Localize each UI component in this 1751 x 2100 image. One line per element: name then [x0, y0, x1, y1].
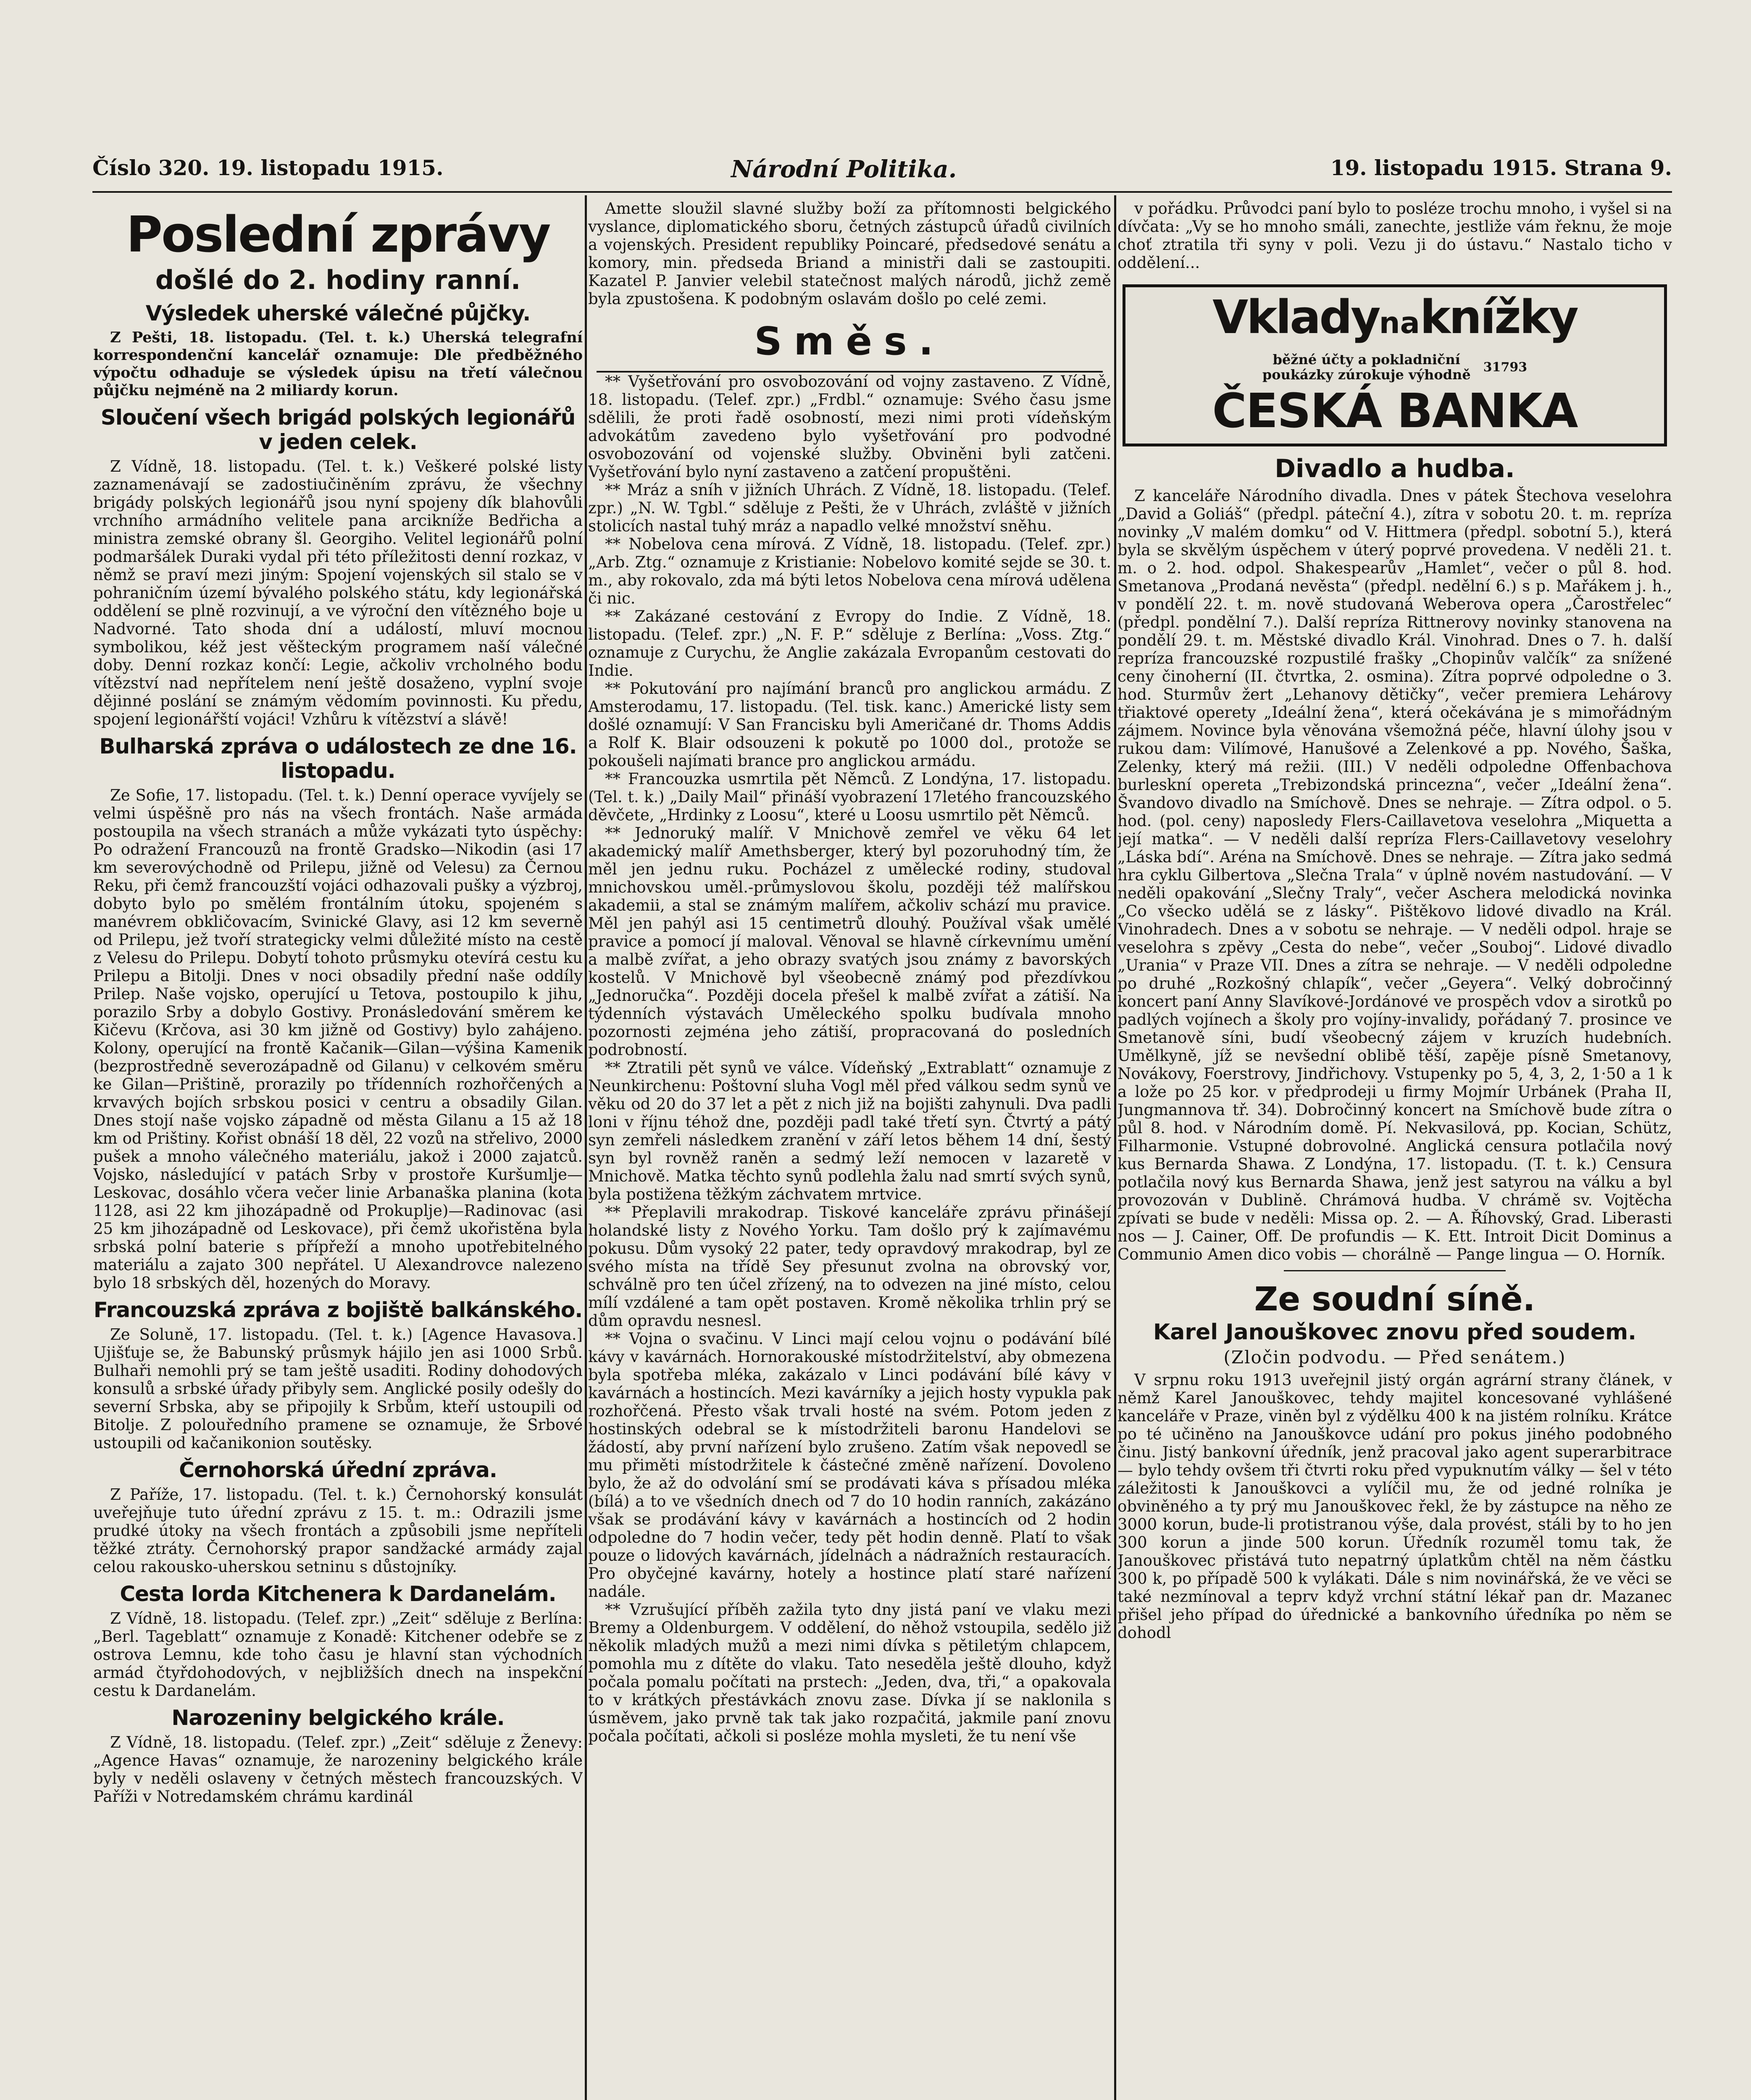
section-title-smes: Směs.: [754, 319, 945, 364]
article-title-belgie: Narozeniny belgického krále.: [171, 1706, 505, 1730]
ad-headline: Vkladynaknížky: [1212, 290, 1577, 344]
article-title-kitchener: Cesta lorda Kitchenera k Dardanelám.: [120, 1582, 556, 1606]
issue-number: Číslo 320. 19. listopadu 1915.: [92, 155, 444, 180]
column-right: [1117, 200, 1672, 2100]
section-title-divadlo: Divadlo a hudba.: [1275, 454, 1515, 483]
news-item: ** Zakázané cestování z Evropy do Indie. Z Vídně, 18. listopadu. (Telef. zpr.) „N. F. P.“ sděluje z Berlína: „Voss. Ztg.“ oznamuje z Curychu, že Anglie zakázala Evropanům cestovati do Indie.: [588, 607, 1111, 680]
court-article-subtitle: (Zločin podvodu. — Před senátem.): [1223, 1347, 1566, 1368]
news-item: ** Přeplavili mrakodrap. Tiskové kanceláře zprávu přinášejí holandské listy z Nového Yorku. Tam došlo prý k zajímavému pokusu. Dům vysoký 22 pater, tedy opravdový mrakodrap, byl ze svého místa na třídě Sey přesunut zvolna na obrovský vor, schválně pro ten účel zřízený, na to odvezen na jiné místo, celou mílí vzdálené a tam opět postaven. Kromě několika trhlin prý se dům opravdu nesnesl.: [588, 1203, 1111, 1330]
news-item: ** Mráz a sníh v jižních Uhrách. Z Vídně, 18. listopadu. (Telef. zpr.) „N. W. Tgbl.“ sděluje z Pešti, že v Uhrách, zvláště v jižních stolicích nastal tuhý mráz a napadlo velké množství sněhu.: [588, 481, 1111, 535]
page-date-number: 19. listopadu 1915. Strana 9.: [1330, 155, 1672, 180]
article-title-legie: Sloučení všech brigád polských legionářů v jeden celek.: [100, 405, 576, 454]
article-text-kitchener: Z Vídně, 18. listopadu. (Telef. zpr.) „Zeit“ sděluje z Berlína: „Berl. Tageblatt“ oznamuje z Konadě: Kitchener odebře se z ostrova Lemnu, kde toho času je hlavní stan východních armád čtyřdohodových, v nejbližších dnech na inspekční cestu k Dardanelám.: [93, 1609, 583, 1700]
news-item: ** Pokutování pro najímání branců pro anglickou armádu. Z Amsterodamu, 17. listopadu. (Tel. tisk. kanc.) Americké listy sem došlé oznamují: V San Francisku byli Američané dr. Thoms Addis a Rolf K. Blair odsouzeni k pokutě po 1000 dol., protože se pokoušeli najímati brance pro anglickou armádu.: [588, 680, 1111, 770]
news-item: ** Jednoruký malíř. V Mnichově zemřel ve věku 64 let akademický malíř Amethsberger, který byl pozoruhodný tím, že měl jen jednu ruku. Pocházel z umělecké rodiny, studoval mnichovskou uměl.-průmyslovou školu, později též malířskou akademii, a stal se známým malířem, ačkoliv schází mu pravice. Měl jen pahýl asi 15 centimetrů dlouhý. Používal však umělé pravice a pomocí jí maloval. Věnoval se hlavně církevnímu umění a malbě zvířat, a jeho obrazy svatých jsou známy z bavorských kostelů. V Mnichově byl všeobecně známý pod přezdívkou „Jednoručka“. Později docela přešel k malbě zvířat a zátiší. Na týdenních výstavách Uměleckého spolku budívala mnoho pozornosti zejména jeho zátiší, propracovaná do posledních podrobností.: [588, 824, 1111, 1059]
header-rule: [92, 191, 1672, 193]
news-item: ** Vzrušující příběh zažila tyto dny jistá paní ve vlaku mezi Bremy a Oldenburgem. V oddělení, do něhož vstoupila, sedělo již několik mladých mužů a mezi nimi dívka s pětiletým chlapcem, pomohla mu z dítěte do vlaku. Tato neseděla ještě dlouho, když počala pomalu počítati na prstech: „Jeden, dva, tři,“ a opakovala to v krátkých přestávkách znovu zase. Dívka jí se naklonila s úsměvem, jako prvně tak tak jako rozpačitá, jakmile paní znovu počala počítati, ačkoli si posléze mohla mysleti, že tu není vše: [588, 1601, 1111, 1745]
column-rule-1: [585, 195, 587, 2100]
news-item: ** Vojna o svačinu. V Linci mají celou vojnu o podávání bílé kávy v kavárnách. Hornorakouské místodržitelství, aby obmezena byla spotřeba mléka, zakázalo v Linci podávání bílé kávy v kavárnách a hostincích. Mezi kavárníky a jejich hosty vypukla pak rozhořčená. Přesto však trvali hosté na svém. Potom jeden z hostinských odebral se k místodržiteli baronu Handelovi se žádostí, aby první nařízení bylo zrušeno. Zatím však nepovedl se mu přiměti místodržitele k částečné změně nařízení. Dovoleno bylo, že až do odvolání smí se prodávati káva s přísadou mléka (bílá) a to ve všedních dnech od 7 do 10 hodin ranních, zakázáno však se prodávání kávy v kavárnách a hostincích od 2 hodin odpoledne do 7 hodin večer, tedy pět hodin denně. Platí to však pouze o lidových kavárnách, jídelnách a nádražních restauracích. Pro obyčejné kavárny, hotely a hostince platí staré nařízení nadále.: [588, 1330, 1111, 1601]
article-title-bulharsko: Bulharská zpráva o událostech ze dne 16. listopadu.: [99, 734, 577, 783]
news-item: ** Ztratili pět synů ve válce. Vídeňský „Extrablatt“ oznamuje z Neunkirchenu: Poštovní sluha Vogl měl před válkou sedm synů ve věku od 20 do 37 let a pět z nich již na bojišti zahynuli. Dva padli loni v říjnu téhož dne, později padl také třetí syn. Čtvrtý a pátý syn zemřeli následkem zranění v září letos během 14 dní, šestý syn byl rovněž raněn a sedmý leží nemocen v lazaretě v Mnichově. Matka těchto synů podlehla žalu nad smrtí svých synů, byla postižena těžkým záchvatem mrtvice.: [588, 1059, 1111, 1203]
column-rule-2: [1114, 195, 1116, 2100]
article-text-cernahora: Z Paříže, 17. listopadu. (Tel. t. k.) Černohorský konsulát uveřejňuje tuto úřední zprávu z 15. t. m.: Odrazili jsme prudké útoky na všech frontách a způsobili jsme nepříteli těžké ztráty. Černohorský prapor sandžacké armády zajal celou rakousko-uherskou setninu s důstojníky.: [93, 1486, 583, 1576]
article-title-pujcka: Výsledek uherské válečné půjčky.: [145, 301, 531, 326]
article-text-francie: Ze Soluně, 17. listopadu. (Tel. t. k.) [Agence Havasova.] Ujišťuje se, že Babunský průsmyk hájilo jen asi 1000 Srbů. Bulhaři nemohli prý se tam ještě usaditi. Rodiny dohodových konsulů a srbské úřady přibyly sem. Anglické posily odešly do severní Srbska, aby se připojily k Srbům, kteří ustoupili od Bitolje. Z polouředního pramene se oznamuje, že Srbové ustoupili od kačanikonion soutěsky.: [93, 1326, 583, 1452]
news-item: ** Vyšetřování pro osvobozování od vojny zastaveno. Z Vídně, 18. listopadu. (Telef. zpr.) „Frdbl.“ oznamuje: Svého času jsme sdělili, že proti řadě osobností, mezi nimi proti vídeňským advokátům zavedeno bylo vyšetřování pro podvodné osvobozování od vojenské služby. Obviněni byli zatčeni. Vyšetřování bylo nyní zastaveno a zatčení propuštěni.: [588, 373, 1111, 481]
article-text-belgie: Z Vídně, 18. listopadu. (Telef. zpr.) „Zeit“ sděluje z Ženevy: „Agence Havas“ oznamuje, že narozeniny belgického krále byly v neděli oslaveny v četných městech francouzských. V Paříži v Notredamském chrámu kardinál: [93, 1733, 583, 1806]
column-left: [93, 200, 583, 2100]
theatre-news-text: Z kanceláře Národního divadla. Dnes v pátek Štechova veselohra „David a Goliáš“ (předpl. páteční 4.), zítra v sobotu 20. t. m. repríza novinky „V malém domku“ od V. Hittmera (předpl. sobotní 5.), která byla se skvělým úspěchem v úterý poprvé provedena. V neděli 21. t. m. o 2. hod. odpol. Shakespearův „Hamlet“, večer o půl 8. hod. Smetanova „Prodaná nevěsta“ (předpl. nedělní 6.) s p. Mařákem j. h., v pondělí 22. t. m. nově studovaná Weberova opera „Čarostřelec“ (předpl. pondělní 7.). Další repríza Rittnerovy novinky stanovena na pondělí 29. t. m. Městské divadlo Král. Vinohrad. Dnes o 7. h. další repríza francouzské rozpustilé frašky „Chopinův valčík“ za snížené ceny činoherní (II. čtvrtka, 2. osmina). Zítra poprvé odpoledne o 3. hod. Sturmův žert „Lehanovy dětičky“, večer premiera Lehárovy třiaktové operety „Ideální žena“, která očekávána je s mimořádným zájmem. Novince byla věnována všemožná péče, hlavní úlohy jsou v rukou dam: Vilímové, Hanušové a Zelenkové a pp. Nového, Šaška, Zelenky, který má režii. (III.) V neděli odpoledne Offenbachova burleskní opereta „Trebizondská princezna“, večer „Ideální žena“. Švandovo divadlo na Smíchově. Dnes se nehraje. — Zítra odpol. o 5. hod. (pol. ceny) naposledy Flers-Caillavetova veselohra „Miquetta a její matka“. — V neděli další repríza Flers-Caillavetovy veselohry „Láska bdí“. Aréna na Smíchově. Dnes se nehraje. — Zítra jako sedmá hra cyklu Gilbertova „Slečna Trala“ v úplně novém nastudování. — V neděli opakování „Slečny Traly“, večer Aschera melodická novinka „Co všecko udělá se z lásky“. Pištěkovo lidové divadlo na Král. Vinohradech. Dnes a v sobotu se nehraje. — V neděli odpol. hraje se veselohra s zpěvy „Cesta do nebe“, večer „Souboj“. Lidové divadlo „Urania“ v Praze VII. Dnes a zítra se nehraje. — V neděli odpoledne po druhé „Rozkošný chlapík“, večer „Geyera“. Velký dobročinný koncert paní Anny Slavíkové-Jordánové ve prospěch vdov a sirotků po padlých vojínech a školy pro vojíny-invalidy, pořádaný 7. prosince ve Smetanově síni, budí všeobecný zájem v kruzích hudebních. Umělkyně, jíž se nevšední oblibě těší, zapěje písně Smetanovy, Novákovy, Foerstrovy, Jindřichovy. Vstupenky po 5, 4, 3, 2, 1·50 a 1 k a lože po 25 kor. v předprodeji u firmy Mojmír Urbánek (Praha II, Jungmannova tř. 34). Dobročinný koncert na Smíchově bude zítra o půl 8. hod. v Národním domě. Pí. Nekvasilová, pp. Kocian, Schütz, Filharmonie. Vstupné dobrovolné. Anglická censura potlačila nový kus Bernarda Shawa. Z Londýna, 17. listopadu. (T. t. k.) Censura potlačila nový kus Bernarda Shawa, jenž jest satyrou na válku a byl provozován v Dublině. Chrámová hudba. V chrámě sv. Vojtěcha zpívati se bude v neděli: Missa op. 2. — A. Říhovský, Grad. Liberasti nos — J. Cainer, Off. De profundis — K. Ett. Introit Dicit Dominus a Communio Amen dico vobis — chorálně — Pange lingua — O. Horník.: [1117, 487, 1672, 1263]
court-article-title: Karel Janouškovec znovu před soudem.: [1153, 1320, 1636, 1345]
newspaper-title: Národní Politika.: [731, 155, 957, 183]
article-text-bulharsko: Ze Sofie, 17. listopadu. (Tel. t. k.) Denní operace vyvíjely se velmi úspěšně pro nás na všech frontách. Naše armáda postoupila na všech stranách a může vykázati tyto úspěchy: Po odražení Francouzů na frontě Gradsko—Nikodin (asi 17 km severovýchodně od Prilepu, jižně od Velesu) za Černou Reku, při čemž francouzští vojáci odhazovali pušky a výzbroj, dobyto bylo po smělém frontálním útoku, spojeném s manévrem obkličovacím, Svinické Glavy, asi 12 km severně od Prilepu, jež tvoří strategicky velmi důležité místo na cestě z Velesu do Prilepu. Dobytí tohoto průsmyku otevírá cestu ku Prilepu a Bitolji. Dnes v noci obsadily přední naše oddíly Prilep. Naše vojsko, operující u Tetova, postoupilo k jihu, porazilo Srby a dobylo Gostivy. Pronásledování směrem ke Kičevu (Krčova, asi 30 km jižně od Gostivy) bylo zahájeno. Kolony, operující na frontě Kačanik—Gilan—výšina Kamenik (bezprostředně severozápadně od Gilanu) v celkovém směru ke Gilan—Prištině, prorazily po třídenních rozhořčených a krvavých bojích srbskou posici v centru a obsadily Gilan. Dnes stojí naše vojsko západně od města Gilanu a 15 až 18 km od Prištiny. Kořist obnáší 18 děl, 22 vozů na střelivo, 2000 pušek a mnoho válečného materiálu, jakož i 2000 zajatců. Vojsko, následující v patách Srby v prostoře Kuršumlje—Leskovac, dosáhlo včera večer linie Arbanaška planina (kota 1128, asi 22 km jihozápadně od Prokuplje)—Radinovac (asi 25 km jihozápadně od Leskovace), při čemž ukořistěna byla srbská polní baterie s přípřeží a mnoho upotřebitelného materiálu a zajato 300 nepřátel. U Alexandrovce nalezeno bylo 18 srbských děl, hozených do Moravy.: [93, 786, 583, 1292]
article-title-francie: Francouzská zpráva z bojiště balkánského.: [93, 1298, 583, 1322]
ad-code: 31793: [1483, 360, 1528, 375]
section-title-soud: Ze soudní síně.: [1254, 1281, 1535, 1318]
court-article-text: V srpnu roku 1913 uveřejnil jistý orgán agrární strany článek, v němž Karel Janouškovec, tehdy majitel koncesované vyhlášené kanceláře v Praze, viněn byl z výdělku 400 k na jistém rolníku. Krátce po té učiněno na Janouškovce udání pro pokus jiného podobného činu. Jistý bankovní úředník, jenž pracoval jako agent superarbitrace — bylo tehdy ovšem tři čtvrti roku před vypuknutím války — šel v této záležitosti k Janouškovci a vylíčil mu, že od jedné rolníka je obviněného a ty prý mu Janouškovec řekl, že by zástupce na něho ze 3000 korun, bude-li protistranou výše, dala provést, stáli by to ho jen 300 korun a jinde 500 korun. Úředník rozuměl tomu tak, že Janouškovec přistává tuto nepatrný úplatkům chtěl na něm částku 300 k, po případě 500 k vylákati. Dále s nim novinářská, že ve věci se také nezmínoval a teprv když vrchní státní lékař pan dr. Mazanec přišel jeho případ do úřednické a bankovního úředníka po něm se dohodl: [1117, 1371, 1672, 1642]
bank-advertisement: [1123, 284, 1667, 446]
ad-details: běžné účty a pokladniční poukázky zúrokuje výhodně 31793: [1262, 352, 1528, 383]
news-item: ** Francouzka usmrtila pět Němců. Z Londýna, 17. listopadu. (Tel. t. k.) „Daily Mail“ přináší vyobrazení 17letého francouzského děvčete, „Hrdinky z Loosu“, které u Loosu usmrtilo pět Němců.: [588, 770, 1111, 824]
page-header: [92, 155, 1672, 185]
column-middle: [588, 200, 1111, 2100]
article-text-continued: v pořádku. Průvodci paní bylo to posléze trochu mnoho, i vyšel si na dívčata: „Vy se ho mnoho smáli, zanechte, jestliže vám řeknu, že moje choť ztratila tři syny v poli. Vezu ji do ústavu.“ Nastalo ticho v oddělení...: [1117, 200, 1672, 272]
section-rule: [1284, 1270, 1506, 1271]
article-text-legie: Z Vídně, 18. listopadu. (Tel. t. k.) Veškeré polské listy zaznamenávají se zadostiučiněním zprávu, že všechny brigády polských legionářů jsou nyní spojeny dík blahovůli vrchního armádního velitele pana arcikníže Bedřicha a ministra zemské obrany šl. Georgiho. Velitel legionářů polní podmaršálek Duraki vydal při této příležitosti denní rozkaz, v němž se praví mezi jiným: Spojení vojenských sil stalo se v pohraničním území bývalého polského státu, kdy legionářská oddělení se plně rozvinují, a ve výroční den vítězného boje u Nadvorné. Tato shoda dní a událostí, mluví mocnou symbolikou, kéž jest věšteckým programem naší válečné doby. Denní rozkaz končí: Legie, ačkoliv vrcholného bodu vítězství nad nepřítelem není ještě dosaženo, vyplní svoje dějinné poslání se známým vědomím povinnosti. Ku předu, spojení legionářští vojáci! Vzhůru k vítězství a slávě!: [93, 457, 583, 728]
main-subheadline: došlé do 2. hodiny ranní.: [155, 265, 521, 295]
article-text-continued: Amette sloužil slavné služby boží za přítomnosti belgického vyslance, diplomatického sboru, četných zástupců úřadů civilních a vojenských. President republiky Poincaré, předsedové senátu a komory, min. předseda Briand a ministři dali se zastoupiti. Kazatel P. Janvier velebil statečnost malých národů, jichž země byla zpustošena. K podobným oslavám došlo po celé zemi.: [588, 200, 1111, 308]
main-headline: Poslední zprávy: [126, 205, 550, 263]
news-item: ** Nobelova cena mírová. Z Vídně, 18. listopadu. (Telef. zpr.) „Arb. Ztg.“ oznamuje z Kristianie: Nobelovo komité sejde se 30. t. m., aby rokovalo, zda má býti letos Nobelova cena mírová udělena či nic.: [588, 535, 1111, 607]
article-text-pujcka: Z Pešti, 18. listopadu. (Tel. t. k.) Uherská telegrafní korrespondenční kancelář oznamuje: Dle předběžného výpočtu odhaduje se výsledek úpisu na třetí válečnou půjčku nejméně na 2 miliardy korun.: [93, 329, 583, 399]
article-title-cernahora: Černohorská úřední zpráva.: [179, 1458, 497, 1482]
bank-name: ČESKÁ BANKA: [1212, 384, 1577, 438]
